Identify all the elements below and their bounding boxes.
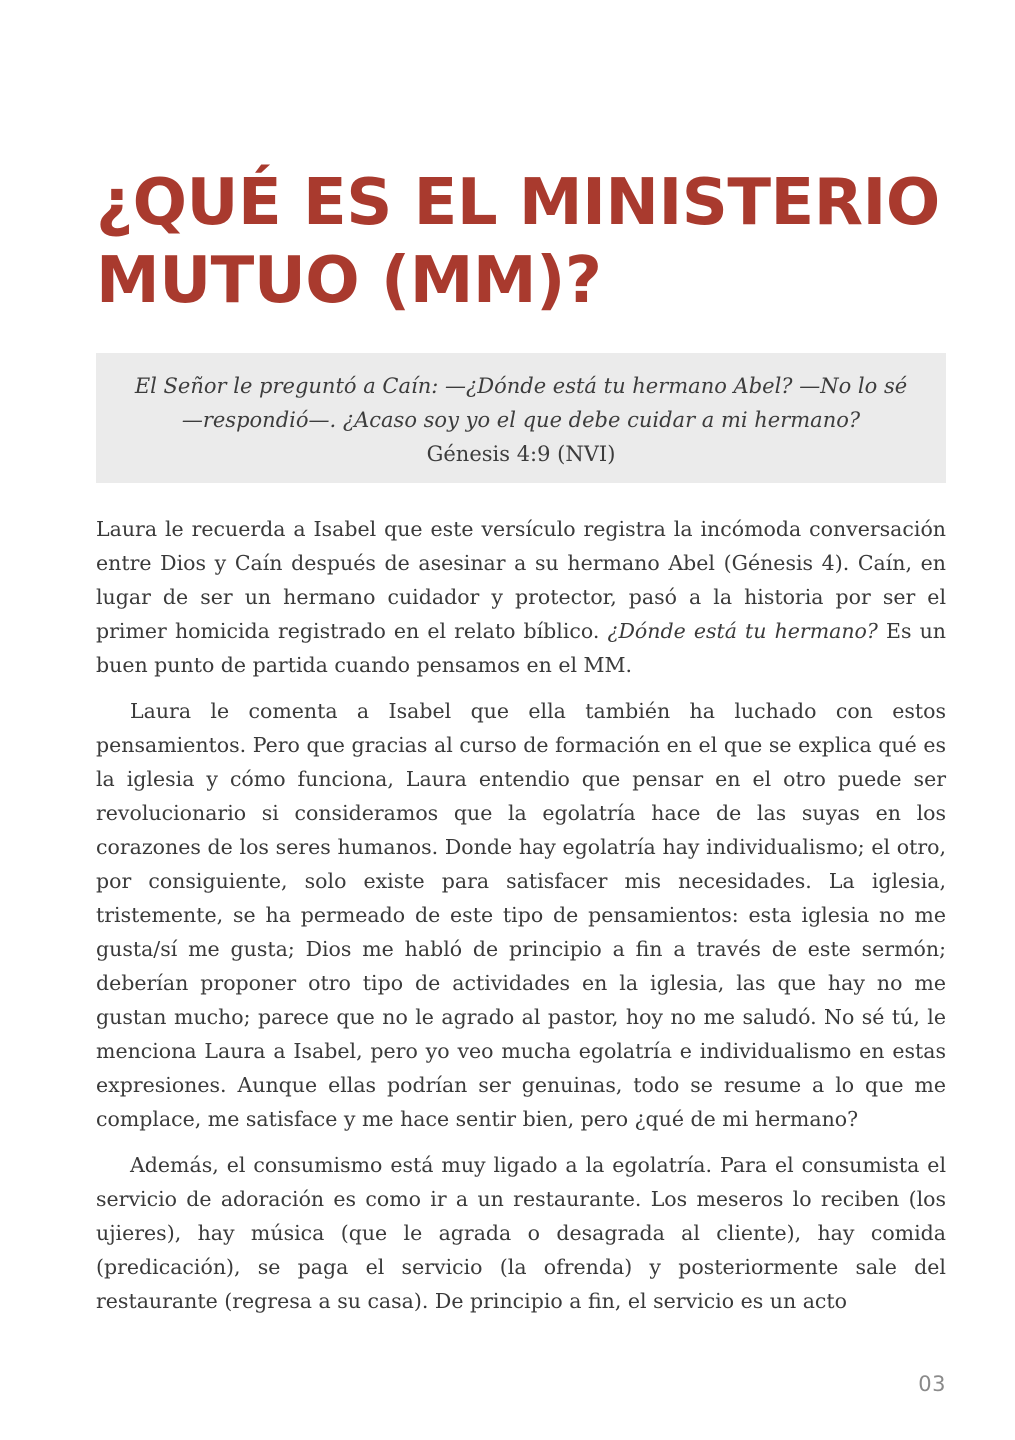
page-number: 03: [918, 1372, 946, 1396]
paragraph-1-emphasis: ¿Dónde está tu hermano?: [607, 619, 878, 643]
paragraph-3: Además, el consumismo está muy ligado a la egolatría. Para el consumista el servicio de adoración es como ir a un restaurante. Los meseros lo reciben (los ujieres), hay música (que le agrada o desagrada al cliente), hay comida (predicación), se paga el servicio (la ofrenda) y posteriormente sale del restaurante (regresa a su casa). De principio a fin, el servicio es un acto: [96, 1153, 946, 1313]
epigraph-text: El Señor le preguntó a Caín: —¿Dónde está tu hermano Abel? —No lo sé —respondió—. ¿Acaso soy yo el que debe cuidar a mi hermano?: [134, 374, 908, 432]
body-text: [96, 512, 946, 1330]
paragraph-2: Laura le comenta a Isabel que ella también ha luchado con estos pensamientos. Pero que gracias al curso de formación en el que se explica qué es la iglesia y cómo funciona, Laura entendio que pensar en el otro puede ser revolucionario si consideramos que la egolatría hace de las suyas en los corazones de los seres humanos. Donde hay egolatría hay individualismo; el otro, por consiguiente, solo existe para satisfacer mis necesidades. La iglesia, tristemente, se ha permeado de este tipo de pensamientos: esta iglesia no me gusta/sí me gusta; Dios me habló de principio a fin a través de este sermón; deberían proponer otro tipo de actividades en la iglesia, las que hay no me gustan mucho; parece que no le agrado al pastor, hoy no me saludó. No sé tú, le menciona Laura a Isabel, pero yo veo mucha egolatría e individualismo en estas expresiones. Aunque ellas podrían ser genuinas, todo se resume a lo que me complace, me satisface y me hace sentir bien, pero ¿qué de mi hermano?: [96, 699, 946, 1131]
epigraph-reference: Génesis 4:9 (NVI): [426, 442, 616, 466]
paragraph-1-start: Laura le recuerda a Isabel que este versículo registra la incómoda conversación entre Dios y Caín después de asesinar a su hermano Abel (Génesis 4). Caín, en lugar de ser un hermano cuidador y protector, pasó a la historia por ser el primer homicida registrado en el relato bíblico.: [96, 517, 946, 643]
epigraph-box: [96, 353, 946, 483]
page-title: [96, 164, 946, 320]
title-line-2: MUTUO (MM)?: [96, 244, 602, 318]
paragraph-1-end: Es un buen punto de partida cuando pensamos en el MM.: [96, 619, 946, 677]
title-line-1: ¿QUÉ ES EL MINISTERIO: [96, 166, 940, 240]
document-page: [96, 0, 946, 1440]
paragraph-1: [96, 512, 946, 682]
